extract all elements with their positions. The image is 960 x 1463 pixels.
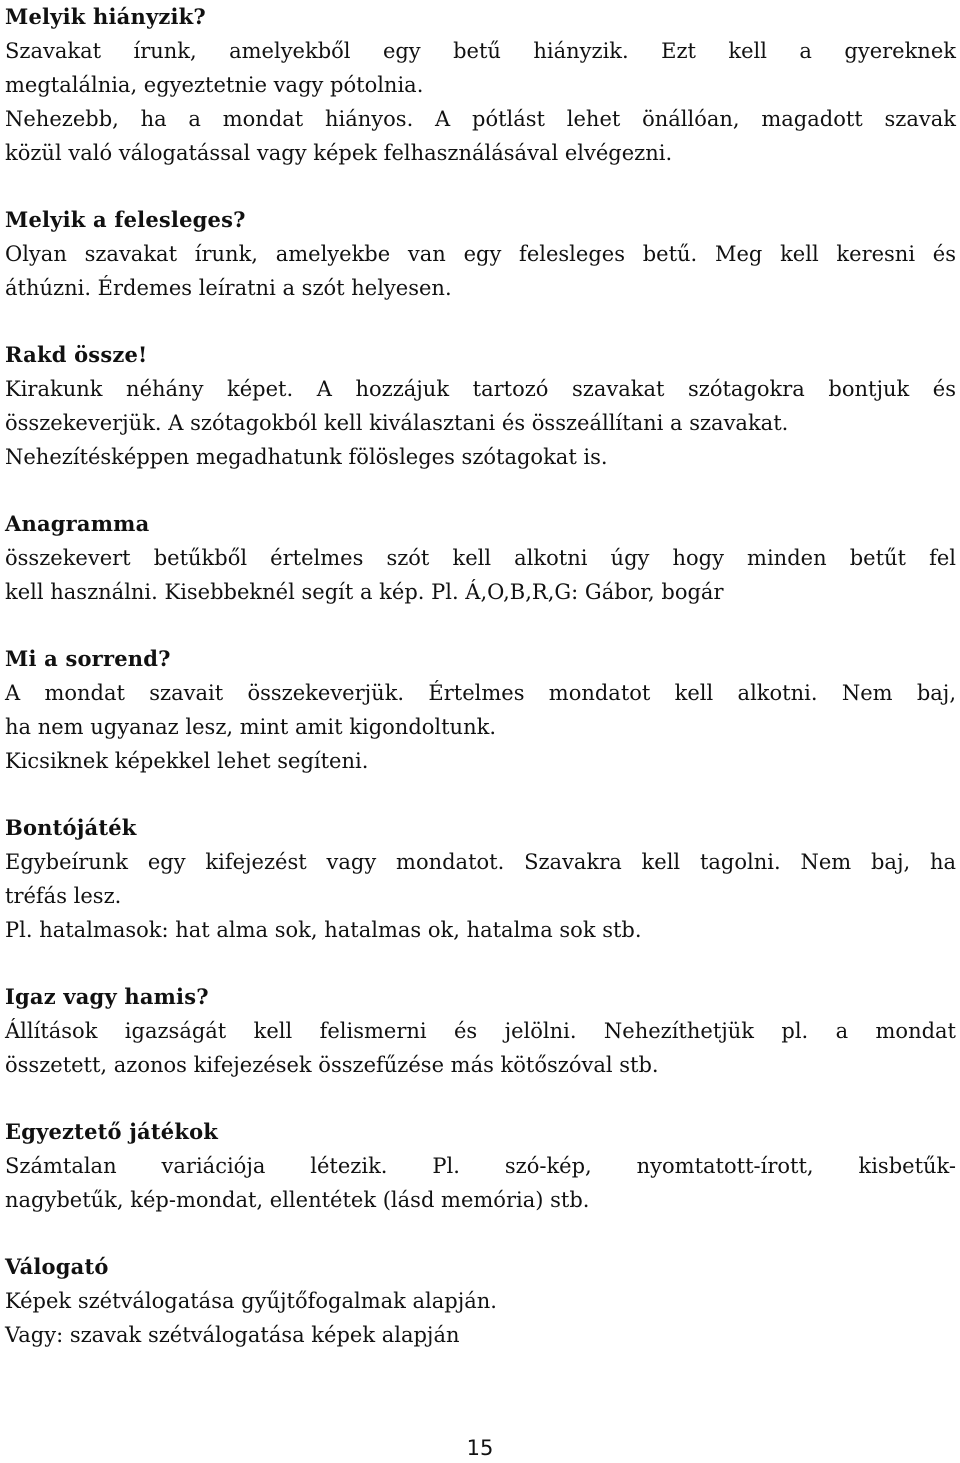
text-line: Szavakat írunk, amelyekből egy betű hiányzik. Ezt kell a gyereknek <box>5 39 956 63</box>
section-heading: Rakd össze! <box>5 342 148 367</box>
section-body <box>5 676 956 778</box>
text-line: Egybeírunk egy kifejezést vagy mondatot. Szavakra kell tagolni. Nem baj, ha <box>5 850 956 874</box>
section-body <box>5 1149 956 1217</box>
text-line: Kirakunk néhány képet. A hozzájuk tartozó szavakat szótagokra bontjuk és <box>5 377 956 401</box>
section-heading: Melyik hiányzik? <box>5 4 206 29</box>
section-heading: Egyeztető játékok <box>5 1119 219 1144</box>
section-body <box>5 1284 956 1352</box>
section-body <box>5 1014 956 1082</box>
section-heading: Válogató <box>5 1254 109 1279</box>
section-heading: Melyik a felesleges? <box>5 207 246 232</box>
text-line: Vagy: szavak szétválogatása képek alapján <box>5 1323 460 1347</box>
document-page <box>5 0 956 1352</box>
sections-container <box>5 0 956 1352</box>
text-line: Képek szétválogatása gyűjtőfogalmak alapján. <box>5 1289 497 1313</box>
section <box>5 507 956 609</box>
section <box>5 338 956 474</box>
text-line: Nehezítésképpen megadhatunk fölösleges szótagokat is. <box>5 445 608 469</box>
text-line: közül való válogatással vagy képek felhasználásával elvégezni. <box>5 141 673 165</box>
text-line: kell használni. Kisebbeknél segít a kép. Pl. Á,O,B,R,G: Gábor, bogár <box>5 580 724 604</box>
section-body <box>5 34 956 170</box>
text-line: Kicsiknek képekkel lehet segíteni. <box>5 749 369 773</box>
section-heading: Igaz vagy hamis? <box>5 984 209 1009</box>
section-body <box>5 372 956 474</box>
text-line: Pl. hatalmasok: hat alma sok, hatalmas ok, hatalma sok stb. <box>5 918 642 942</box>
section <box>5 1115 956 1217</box>
page-number: 15 <box>466 1436 494 1460</box>
text-line: Olyan szavakat írunk, amelyekbe van egy felesleges betű. Meg kell keresni és <box>5 242 956 266</box>
text-line: tréfás lesz. <box>5 884 122 908</box>
text-line: A mondat szavait összekeverjük. Értelmes mondatot kell alkotni. Nem baj, <box>5 681 956 705</box>
section <box>5 1250 956 1352</box>
section <box>5 811 956 947</box>
text-line: nagybetűk, kép-mondat, ellentétek (lásd memória) stb. <box>5 1188 590 1212</box>
section-body <box>5 541 956 609</box>
section <box>5 203 956 305</box>
section-heading: Bontójáték <box>5 815 137 840</box>
section-heading: Anagramma <box>5 511 150 536</box>
text-line: megtalálnia, egyeztetnie vagy pótolnia. <box>5 73 424 97</box>
text-line: összekeverjük. A szótagokból kell kiválasztani és összeállítani a szavakat. <box>5 411 789 435</box>
section <box>5 642 956 778</box>
text-line: áthúzni. Érdemes leíratni a szót helyesen. <box>5 276 452 300</box>
text-line: összetett, azonos kifejezések összefűzése más kötőszóval stb. <box>5 1053 659 1077</box>
text-line: Állítások igazságát kell felismerni és jelölni. Nehezíthetjük pl. a mondat <box>5 1019 956 1043</box>
section <box>5 980 956 1082</box>
section-body <box>5 237 956 305</box>
text-line: összekevert betűkből értelmes szót kell alkotni úgy hogy minden betűt fel <box>5 546 956 570</box>
text-line: Számtalan variációja létezik. Pl. szó-kép, nyomtatott-írott, kisbetűk- <box>5 1154 956 1178</box>
section-body <box>5 845 956 947</box>
text-line: Nehezebb, ha a mondat hiányos. A pótlást lehet önállóan, magadott szavak <box>5 107 956 131</box>
text-line: ha nem ugyanaz lesz, mint amit kigondoltunk. <box>5 715 497 739</box>
section <box>5 0 956 170</box>
section-heading: Mi a sorrend? <box>5 646 171 671</box>
